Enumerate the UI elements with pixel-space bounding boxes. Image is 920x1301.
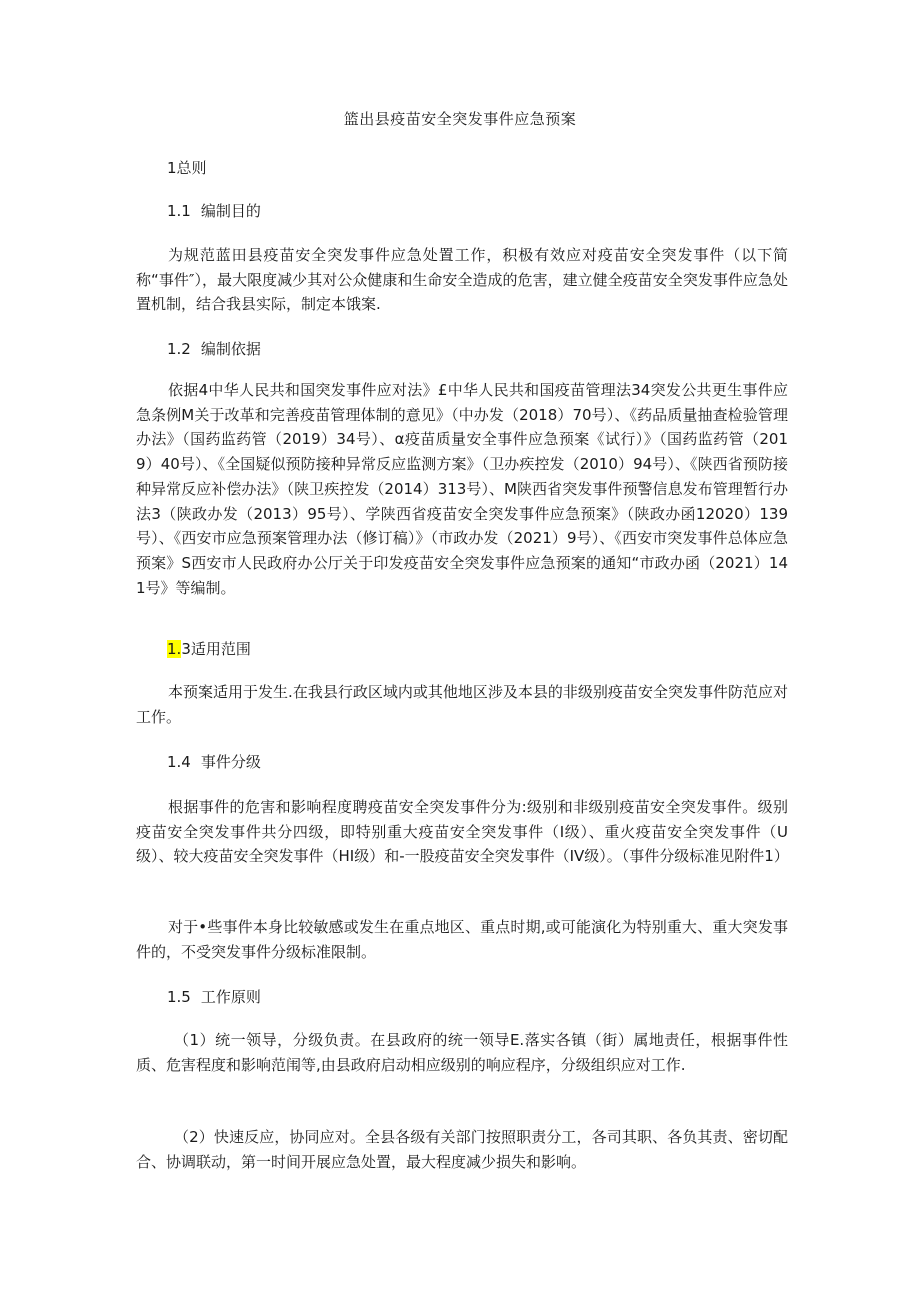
heading-purpose xyxy=(167,200,261,222)
heading-grading xyxy=(167,751,261,773)
heading-text: 事件分级 xyxy=(200,753,261,771)
paragraph-scope: 本预案适用于发生.在我县行政区域内或其他地区涉及本县的非级别疫苗安全突发事件防范应对工作。 xyxy=(136,683,788,726)
paragraph-grading-exception: 对于•些事件本身比较敏感或发生在重点地区、重点时期,或可能演化为特别重大、重大突发事件的，不受突发事件分级标准限制。 xyxy=(136,918,788,961)
paragraph-purpose: 为规范蓝田县疫苗安全突发事件应急处置工作，积极有效应对疫苗安全突发事件（以下简称“事件″），最大限度减少其对公众健康和生命安全造成的危害，建立健全疫苗安全突发事件应急处置机制，结合我县实际，制定本饿案. xyxy=(136,246,788,314)
heading-number: 1.2 xyxy=(167,340,191,358)
paragraph-basis: 依据4中华人民共和国突发事件应对法》£中华人民共和国疫苗管理法34突发公共更生事件应急条例M关于改革和完善疫苗管理体制的意见》（中办发（2018）70号）、《药品质量抽查检验管理办法》（国药监药管（2019）34号）、α疫苗质量安全事件应急预案《试行）》（国药监药管（2019）40号）、《全国疑似预防接种异常反应监测方案》（卫办疾控发（2010）94号）、《陕西省预防接种异常反应补偿办法》（陕卫疾控发（2014）313号）、M陕西省突发事件预警信息发布管理暂行办法3（陕政办发（2013）95号）、学陕西省疫苗安全突发事件应急预案》（陕政办函12020）139号）、《西安市应急预案管理办法（修订稿）》（市政办发（2021）9号）、《西安市突发事件总体应急预案》S西安市人民政府办公厅关于印发疫苗安全突发事件应急预案的通知“市政办函（2021）141号》等编制。 xyxy=(136,381,788,597)
paragraph-principle-unified-leadership: （1）统一领导，分级负责。在县政府的统一领导E.落实各镇（街）属地责任，根据事件性质、危害程度和影响范闱等,由县政府启动相应级别的响应程序，分级组织应对工作. xyxy=(136,1031,788,1074)
document-title: 篮出县疫苗安全突发事件应急预案 xyxy=(343,110,577,128)
heading-text: 编制依据 xyxy=(200,340,261,358)
heading-number: 1.4 xyxy=(167,753,191,771)
paragraph-grading: 根据事件的危害和影响程度聘疫苗安全突发事件分为:级别和非级别疫苗安全突发事件。级别疫苗安全突发事件共分四级，即特别重大疫苗安全突发事件（I级）、重火疫苗安全突发事件（U级）、较大疫苗安全突发事件（HI级）和-一股疫苗安全突发事件（IV级）。（事件分级标准见附件1） xyxy=(136,798,789,866)
heading-text: 适用范围 xyxy=(190,640,251,658)
heading-number: 1.5 xyxy=(167,988,191,1006)
heading-number-rest: 3 xyxy=(181,640,191,658)
heading-basis xyxy=(167,338,261,360)
highlighted-number: 1. xyxy=(167,640,182,658)
heading-text: 工作原则 xyxy=(200,988,261,1006)
heading-number: 1.1 xyxy=(167,202,191,220)
paragraph-principle-rapid-response: （2）快速反应，协同应对。全县各级有关部门按照职责分工，各司其职、各负其责、密切配合、协调联动，第一时间开展应急处置，最大程度减少损失和影响。 xyxy=(136,1128,788,1171)
heading-text: 编制目的 xyxy=(200,202,261,220)
heading-scope xyxy=(167,638,251,660)
heading-general-principles: 1总则 xyxy=(167,159,207,177)
heading-principles xyxy=(167,986,261,1008)
